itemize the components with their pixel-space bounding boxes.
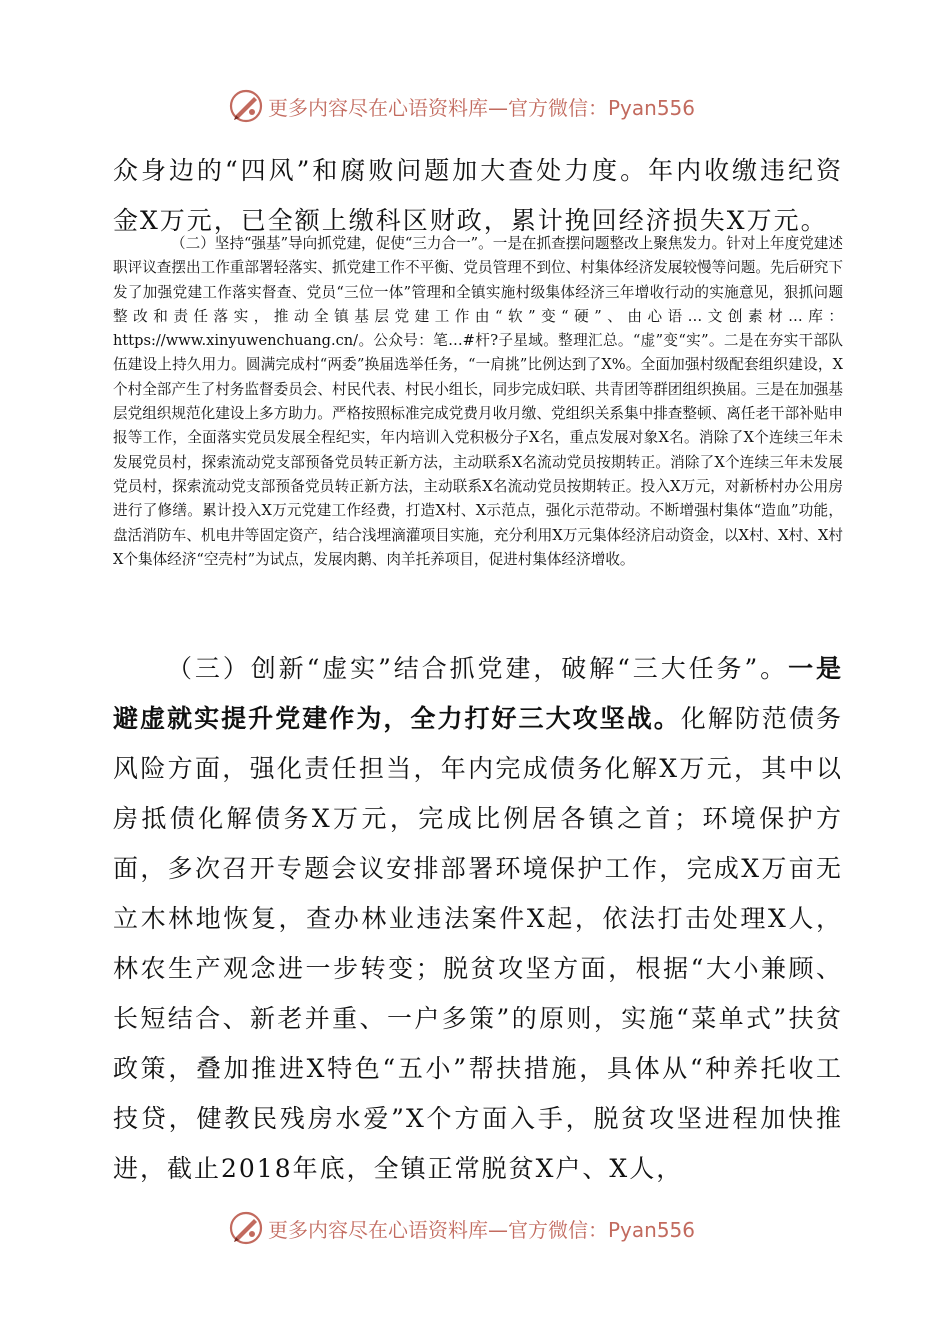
paragraph-continuation: 众身边的“四风”和腐败问题加大查处力度。年内收缴违纪资金X万元，已全额上缴科区财政，累计挽回经济损失X万元。 xyxy=(113,156,843,235)
section-three-heading: （三）创新“虚实”结合抓党建，破解“三大任务”。 xyxy=(167,654,789,683)
watermark-footer xyxy=(228,1208,748,1248)
watermark-text: 更多内容尽在心语资料库—官方微信：Pyan556 xyxy=(268,1217,696,1242)
section-three-body: 化解防范债务风险方面，强化责任担当，年内完成债务化解X万元，其中以房抵债化解债务X万元，完成比例居各镇之首；环境保护方面，多次召开专题会议安排部署环境保护工作，完成X万亩无立木林地恢复，查办林业违法案件X起，依法打击处理X人，林农生产观念进一步转变；脱贫攻坚方面，根据“大小兼顾、长短结合、新老并重、一户多策”的原则，实施“菜单式”扶贫政策，叠加推进X特色“五小”帮扶措施，具体从“种养托收工技贷，健教民残房水爱”X个方面入手，脱贫攻坚进程加快推进，截止2018年底，全镇正常脱贫X户、X人， xyxy=(113,704,843,1183)
watermark-text: 更多内容尽在心语资料库—官方微信：Pyan556 xyxy=(268,95,696,120)
paragraph-section-three xyxy=(113,644,843,1194)
section-three-bold-lead: 一是避虚就实提升党建作为，全力打好三大攻坚战。 xyxy=(113,654,843,733)
paragraph-section-two: （二）坚持“强基”导向抓党建，促使“三力合一”。一是在抓查摆问题整改上聚焦发力。针对上年度党建述职评议查摆出工作重部署轻落实、抓党建工作不平衡、党员管理不到位、村集体经济发展较慢等问题。先后研究下发了加强党建工作落实督查、党员“三位一体”管理和全镇实施村级集体经济三年增收行动的实施意见，狠抓问题整改和责任落实，推动全镇基层党建工作由“软”变“硬”、由心语…文创素材…库：https://www.xinyuwenchuang.cn/。公众号：笔…#杆?子星域。整理汇总。“虚”变“实”。二是在夯实干部队伍建设上持久用力。圆满完成村“两委”换届选举任务，“一肩挑”比例达到了X%。全面加强村级配套组织建设，X个村全部产生了村务监督委员会、村民代表、村民小组长，同步完成妇联、共青团等群团组织换届。三是在加强基层党组织规范化建设上多方助力。严格按照标准完成党费月收月缴、党组织关系集中排查整顿、离任老干部补贴申报等工作，全面落实党员发展全程纪实，年内培训入党积极分子X名，重点发展对象X名。消除了X个连续三年未发展党员村，探索流动党支部预备党员转正新方法，主动联系X名流动党员按期转正。消除了X个连续三年未发展党员村，探索流动党支部预备党员转正新方法，主动联系X名流动党员按期转正。投入X万元，对新桥村办公用房进行了修缮。累计投入X万元党建工作经费，打造X村、X示范点，强化示范带动。不断增强村集体“造血”功能，盘活消防车、机电井等固定资产，结合浅埋滴灌项目实施，充分利用X万元集体经济启动资金，以X村、X村、X村X个集体经济“空壳村”为试点，发展肉鹅、肉羊托养项目，促进村集体经济增收。 xyxy=(113,235,843,568)
watermark-header xyxy=(228,86,748,126)
pen-logo-icon xyxy=(228,1210,264,1246)
pen-logo-icon xyxy=(228,88,264,124)
